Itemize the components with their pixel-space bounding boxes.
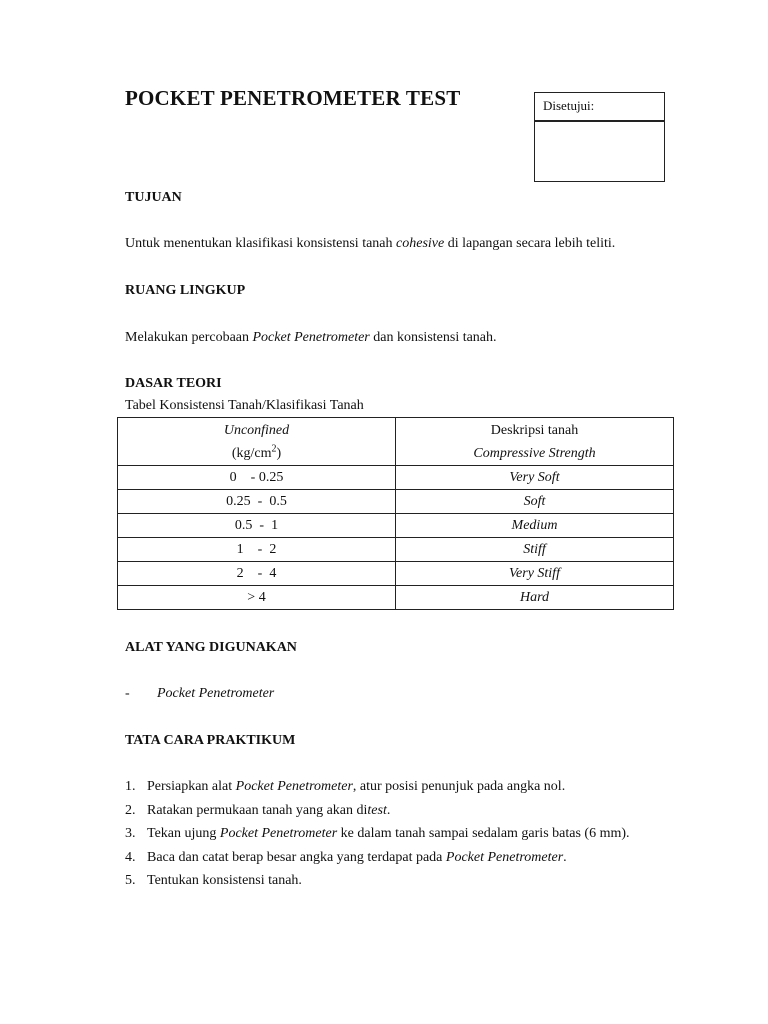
cell-description: Stiff — [396, 538, 674, 562]
paragraph-ruang-lingkup: Melakukan percobaan Pocket Penetrometer dan konsistensi tanah. — [125, 330, 497, 345]
cell-description: Medium — [396, 514, 674, 538]
step-item: 4. Baca dan catat berap besar angka yang terdapat pada Pocket Penetrometer. — [125, 850, 567, 865]
paragraph-tujuan: Untuk menentukan klasifikasi konsistensi tanah cohesive di lapangan secara lebih teliti. — [125, 236, 616, 251]
step-item: 2. Ratakan permukaan tanah yang akan ditest. — [125, 803, 391, 818]
table-row — [118, 538, 674, 562]
header-unconfined: Unconfined $(kg/cm^2)$ — [118, 418, 396, 466]
heading-tata-cara: TATA CARA PRAKTIKUM — [125, 733, 296, 748]
cell-range: 2 - 4 — [118, 562, 396, 586]
cell-range: 0.5 - 1 — [118, 514, 396, 538]
table-header-row — [118, 418, 674, 466]
list-bullet: - — [125, 686, 130, 701]
document-title: POCKET PENETROMETER TEST — [125, 86, 461, 110]
cell-range: 1 - 2 — [118, 538, 396, 562]
table-row — [118, 490, 674, 514]
cell-description: Hard — [396, 586, 674, 610]
list-item-alat: Pocket Penetrometer — [157, 686, 275, 701]
heading-tujuan: TUJUAN — [125, 190, 182, 205]
table-caption: Tabel Konsistensi Tanah/Klasifikasi Tanah — [125, 398, 364, 413]
approval-divider — [535, 120, 664, 122]
heading-ruang-lingkup: RUANG LINGKUP — [125, 283, 246, 298]
cell-description: Soft — [396, 490, 674, 514]
cell-description: Very Soft — [396, 466, 674, 490]
heading-alat: ALAT YANG DIGUNAKAN — [125, 640, 297, 655]
table-row — [118, 466, 674, 490]
table-row — [118, 586, 674, 610]
approval-box — [534, 92, 665, 182]
cell-range: 0.25 - 0.5 — [118, 490, 396, 514]
table-row — [118, 514, 674, 538]
approval-label: Disetujui: — [543, 98, 595, 113]
table-row — [118, 562, 674, 586]
cell-range: > 4 — [118, 586, 396, 610]
step-item: 1. Persiapkan alat Pocket Penetrometer, atur posisi penunjuk pada angka nol. — [125, 779, 566, 794]
cell-range: 0 - 0.25 — [118, 466, 396, 490]
heading-dasar-teori: DASAR TEORI — [125, 376, 222, 391]
consistency-table — [117, 417, 674, 610]
step-item: 5. Tentukan konsistensi tanah. — [125, 873, 302, 888]
step-item: 3. Tekan ujung Pocket Penetrometer ke dalam tanah sampai sedalam garis batas (6 mm). — [125, 826, 630, 841]
cell-description: Very Stiff — [396, 562, 674, 586]
header-deskripsi: Deskripsi tanah Compressive Strength — [396, 418, 674, 466]
